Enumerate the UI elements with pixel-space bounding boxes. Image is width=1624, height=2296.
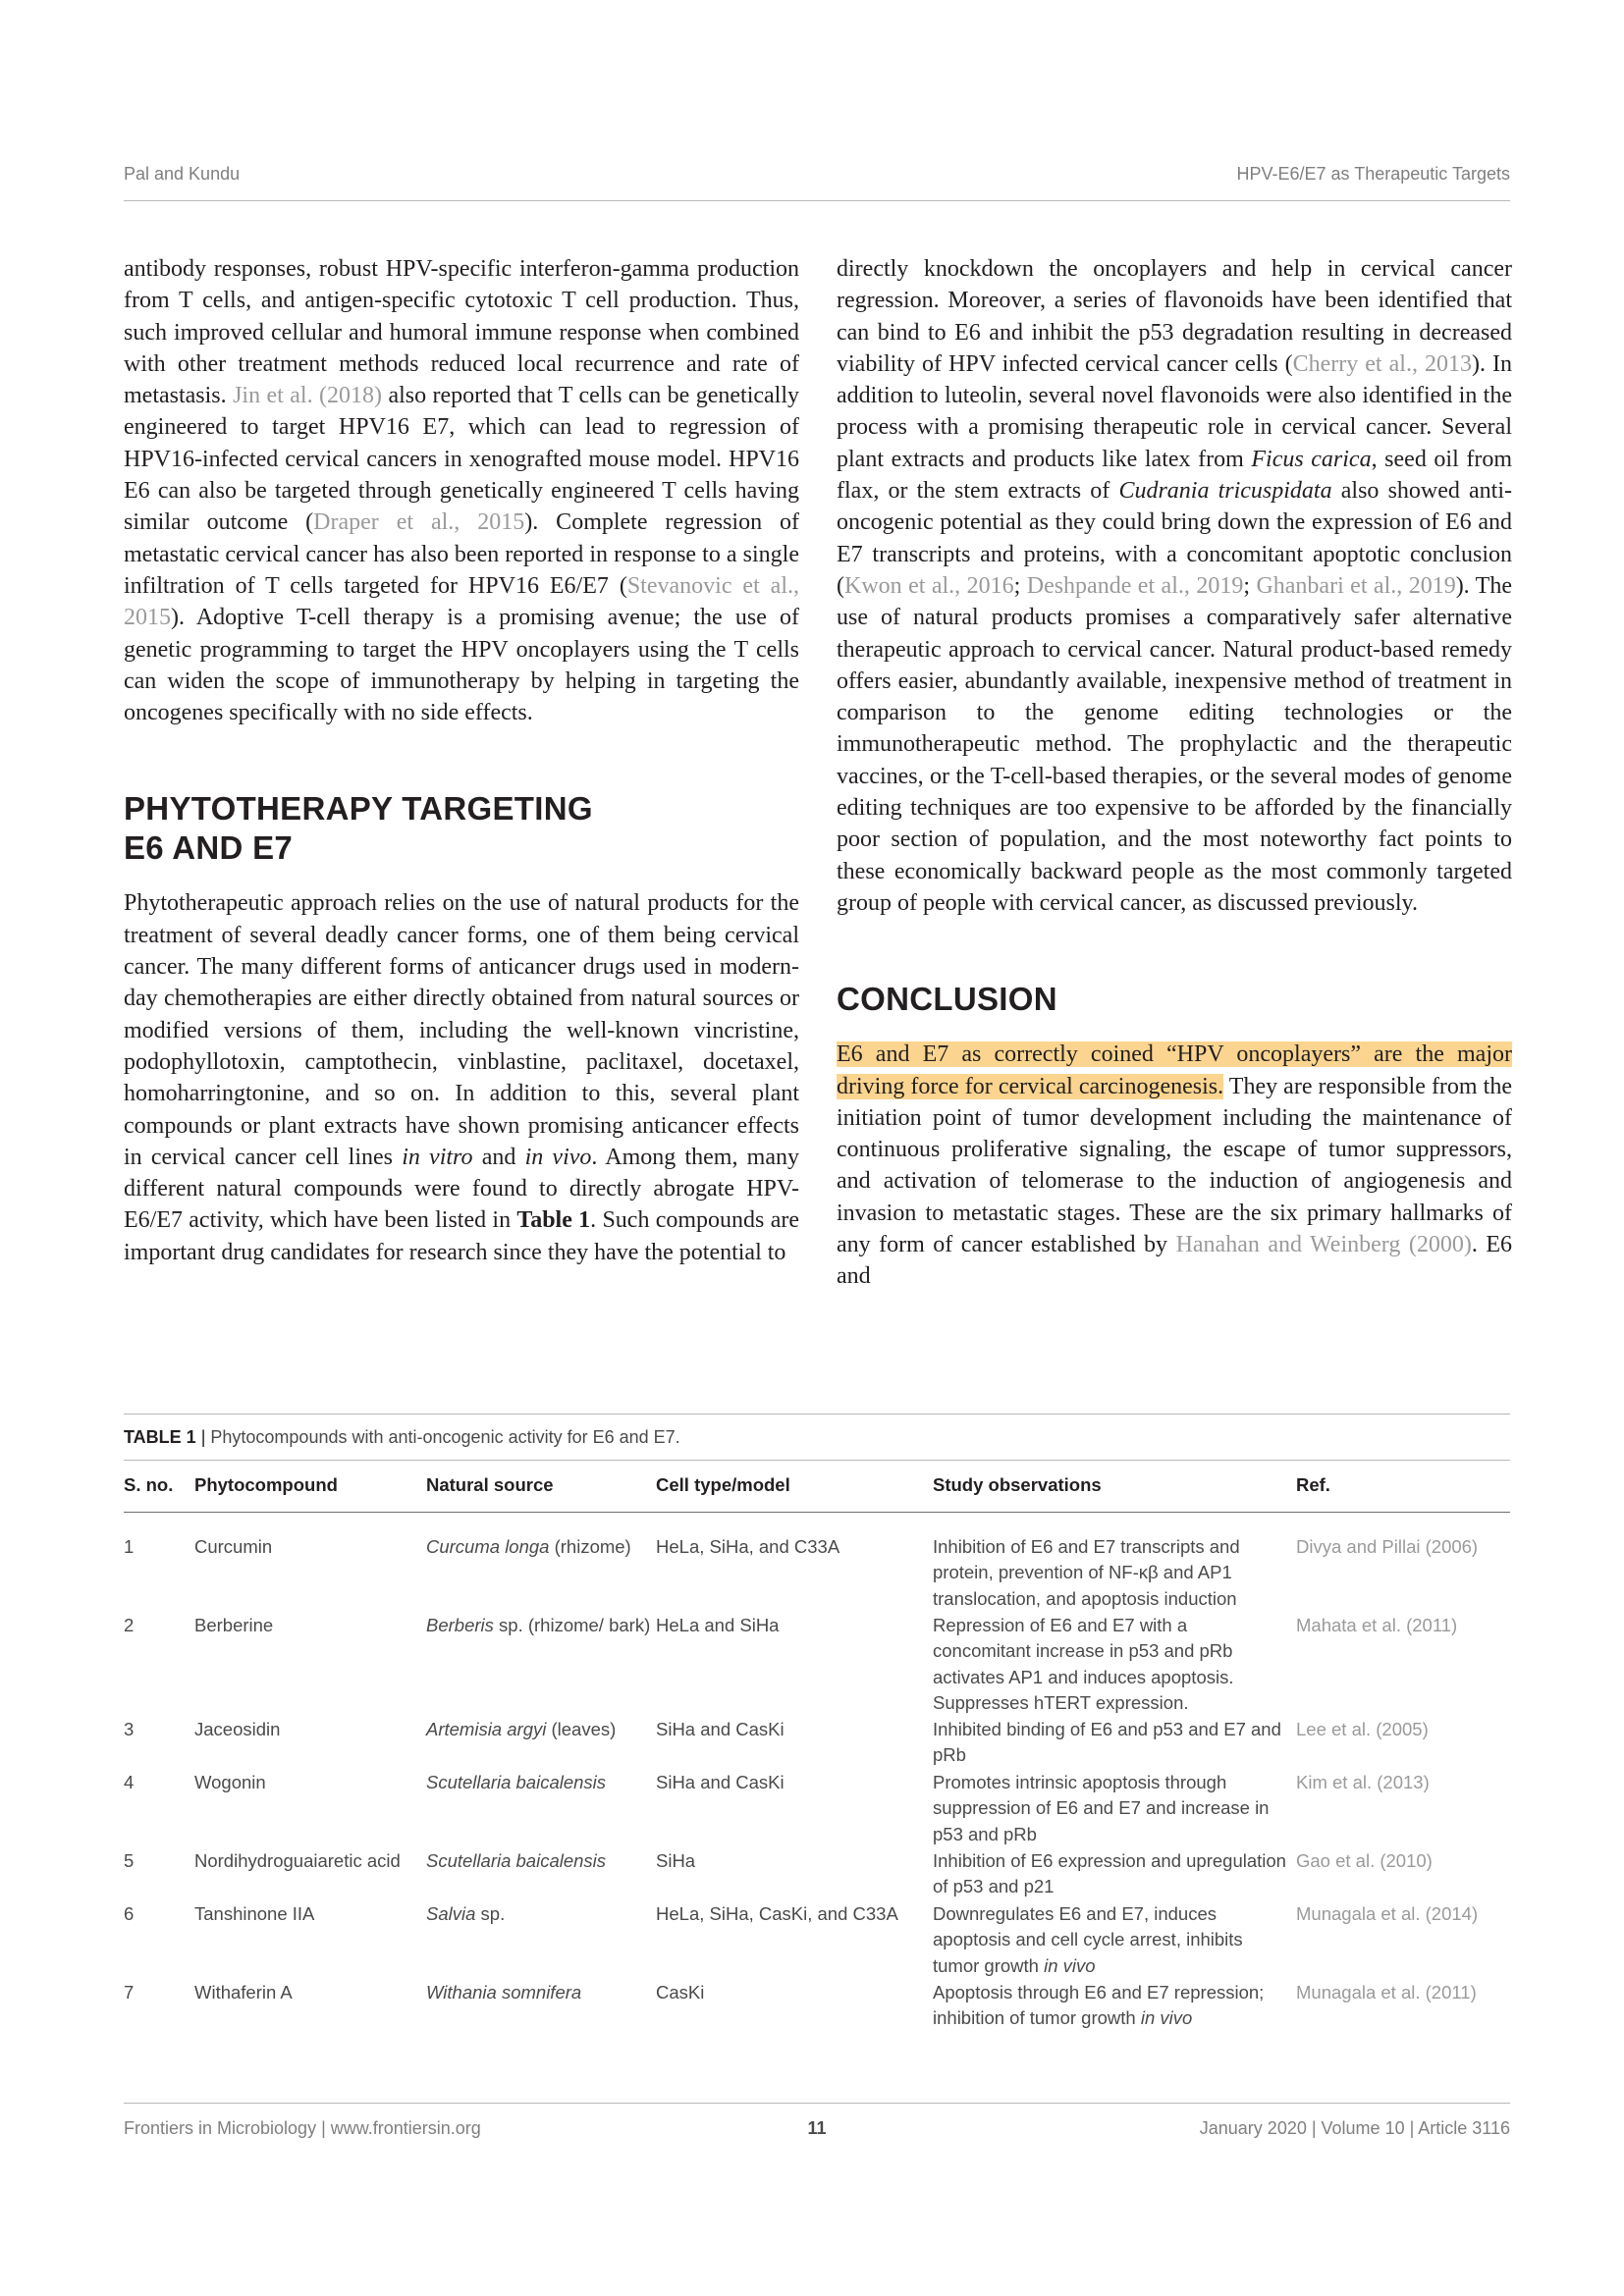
- source-detail: sp. (rhizome/ bark): [493, 1615, 651, 1635]
- cell-cell-type: SiHa and CasKi: [656, 1772, 785, 1792]
- header-short-title: HPV-E6/E7 as Therapeutic Targets: [1236, 164, 1510, 184]
- text-run: . Among them, many different natural compounds were found to directly abrogate HPV-E6/E7 activity, which have been listed in: [124, 1144, 799, 1234]
- source-detail: (leaves): [546, 1719, 617, 1739]
- observation-text: Downregulates E6 and E7, induces apoptosis and cell cycle arrest, inhibits tumor growth: [933, 1903, 1243, 1976]
- cell-study-observations: [933, 1901, 1286, 1979]
- text-run: ). The use of natural products promises a comparatively safer alternative therapeutic approach to cervical cancer. Natural product-based remedy offers easier, abundantly available, inexpensive method of treatment in comparison to the genome editing technologies or the immunotherapeutic method. The prophylactic and the therapeutic vaccines, or the T-cell-based therapies, or the several modes of genome editing techniques are too expensive to be afforded by the financially poor section of population, and the most noteworthy fact points to these economically backward people as the most commonly targeted group of people with cervical cancer, as discussed previously.: [837, 572, 1512, 916]
- species-name: Scutellaria baicalensis: [426, 1850, 607, 1871]
- cell-sno: 6: [124, 1903, 135, 1924]
- observation-text: Inhibition of E6 expression and upregulation of p53 and p21: [933, 1850, 1286, 1897]
- body-paragraph-conclusion: [837, 1039, 1512, 1292]
- col-header-phytocompound: Phytocompound: [194, 1474, 338, 1495]
- italic-term: Cudrania tricuspidata: [1118, 478, 1332, 505]
- cell-study-observations: [933, 1613, 1286, 1716]
- left-column: [124, 253, 799, 1268]
- table-row: [124, 1770, 1510, 1848]
- table-row: [124, 1717, 1510, 1770]
- table-reference[interactable]: Table 1: [516, 1207, 591, 1234]
- page-number: 11: [807, 2118, 827, 2138]
- table-row: [124, 1848, 1510, 1901]
- body-paragraph-adoptive-tcell: [124, 253, 799, 728]
- cell-cell-type: HeLa and SiHa: [656, 1615, 780, 1635]
- text-run: also reported that T cells can be genetically engineered to target HPV16 E7, which can lead to regression of HPV16-infected cervical cancers in xenografted mouse model. HPV16 E6 can also be targeted through genetically engineered T cells having similar outcome (: [124, 383, 800, 536]
- running-header: [124, 164, 1510, 187]
- body-paragraph-flavonoids: [837, 253, 1512, 919]
- observation-text: Inhibited binding of E6 and p53 and E7 and pRb: [933, 1719, 1281, 1766]
- caption-separator: |: [200, 1427, 206, 1447]
- cell-natural-source: [426, 1980, 654, 2005]
- page-footer: [124, 2118, 1510, 2142]
- citation-link[interactable]: Jin et al. (2018): [233, 383, 382, 409]
- col-header-natural-source: Natural source: [426, 1474, 554, 1495]
- cell-sno: 5: [124, 1850, 135, 1871]
- cell-phytocompound: Withaferin A: [194, 1982, 293, 2002]
- cell-natural-source: [426, 1901, 654, 1927]
- cell-phytocompound: Jaceosidin: [194, 1719, 281, 1739]
- citation-link[interactable]: Deshpande et al., 2019: [1026, 572, 1244, 599]
- text-run: ). Complete regression of metastatic cervical cancer has also been reported in response to a single infiltration of T cells targeted for HPV16 E6/E7 (: [124, 509, 799, 599]
- source-detail: (rhizome): [549, 1536, 631, 1557]
- text-run: , seed oil from flax, or the stem extracts of: [837, 446, 1513, 505]
- cell-cell-type: CasKi: [656, 1982, 705, 2002]
- table-caption: [124, 1415, 1510, 1460]
- citation-link[interactable]: Ghanbari et al., 2019: [1256, 572, 1456, 599]
- table-row: [124, 1901, 1510, 1980]
- text-run: ;: [1243, 572, 1257, 599]
- heading-line: E6 AND E7: [124, 829, 294, 867]
- italic-term: in vitro: [402, 1144, 473, 1170]
- text-run: They are responsible from the initiation point of tumor development including the maintenance of continuous proliferative signaling, the escape of tumor suppressors, and activation of telomerase to the induction of angiogenesis and invasion to metastatic stages. These are the six primary hallmarks of any form of cancer established by: [837, 1073, 1512, 1258]
- species-name: Withania somnifera: [426, 1982, 582, 2002]
- cell-phytocompound: Curcumin: [194, 1536, 273, 1557]
- cell-phytocompound: Tanshinone IIA: [194, 1903, 315, 1924]
- col-header-ref: Ref.: [1296, 1474, 1330, 1495]
- cell-natural-source: [426, 1534, 654, 1560]
- cell-natural-source: [426, 1770, 654, 1795]
- cell-study-observations: [933, 1848, 1286, 1900]
- highlighted-text[interactable]: E6 and E7 as correctly coined “HPV oncoplayers” are the major driving force for cervical carcinogenesis.: [837, 1041, 1512, 1099]
- cell-natural-source: [426, 1848, 654, 1874]
- header-authors: Pal and Kundu: [124, 164, 241, 184]
- col-header-cell-type: Cell type/model: [656, 1474, 790, 1495]
- cell-ref-link[interactable]: Divya and Pillai (2006): [1296, 1536, 1479, 1557]
- observation-text: Promotes intrinsic apoptosis through suppression of E6 and E7 and increase in p53 and pRb: [933, 1772, 1270, 1844]
- text-run: . E6 and: [837, 1232, 1512, 1290]
- cell-sno: 2: [124, 1615, 135, 1635]
- observation-text: Apoptosis through E6 and E7 repression; inhibition of tumor growth: [933, 1982, 1265, 2029]
- observation-text: Inhibition of E6 and E7 transcripts and protein, prevention of NF-κβ and AP1 translocation, and apoptosis induction: [933, 1536, 1240, 1609]
- text-run: antibody responses, robust HPV-specific interferon-gamma production from T cells, and antigen-specific cytotoxic T cell production. Thus, such improved cellular and humoral immune response when combined with other treatment methods reduced local recurrence and rate of metastasis.: [124, 256, 799, 409]
- cell-study-observations: [933, 1534, 1286, 1612]
- cell-cell-type: HeLa, SiHa, CasKi, and C33A: [656, 1903, 898, 1924]
- species-name: Salvia: [426, 1903, 476, 1924]
- section-heading-phytotherapy: [124, 789, 799, 868]
- section-heading-conclusion: CONCLUSION: [837, 981, 1057, 1018]
- heading-line: PHYTOTHERAPY TARGETING: [124, 790, 593, 828]
- cell-study-observations: [933, 1980, 1286, 2032]
- cell-sno: 4: [124, 1772, 135, 1792]
- cell-ref-link[interactable]: Lee et al. (2005): [1296, 1719, 1429, 1739]
- cell-natural-source: [426, 1717, 654, 1742]
- text-run: ). Adoptive T-cell therapy is a promising avenue; the use of genetic programming to target the HPV oncoplayers using the T cells can widen the scope of immunotherapy by helping in targeting the oncogenes specifically with no side effects.: [124, 605, 799, 726]
- text-run: and: [481, 1144, 516, 1170]
- cell-sno: 1: [124, 1536, 135, 1557]
- table-row: [124, 1980, 1510, 2033]
- cell-ref-link[interactable]: Kim et al. (2013): [1296, 1772, 1430, 1792]
- observation-text: Repression of E6 and E7 with a concomitant increase in p53 and pRb activates AP1 and induces apoptosis. Suppresses hTERT expression.: [933, 1615, 1234, 1713]
- footer-divider: [124, 2103, 1510, 2104]
- cell-ref-link[interactable]: Munagala et al. (2011): [1296, 1982, 1477, 2002]
- table-row: [124, 1534, 1510, 1613]
- cell-ref-link[interactable]: Munagala et al. (2014): [1296, 1903, 1479, 1924]
- cell-ref-link[interactable]: Gao et al. (2010): [1296, 1850, 1433, 1871]
- italic-term: Ficus carica: [1251, 446, 1372, 472]
- cell-study-observations: [933, 1717, 1286, 1769]
- citation-link[interactable]: Kwon et al., 2016: [844, 572, 1014, 599]
- body-paragraph-phytotherapy: [124, 887, 799, 1268]
- cell-phytocompound: Berberine: [194, 1615, 274, 1635]
- header-divider: [124, 200, 1510, 201]
- citation-link[interactable]: Cherry et al., 2013: [1292, 350, 1472, 377]
- table-header-bottom-rule: [124, 1512, 1510, 1513]
- cell-phytocompound: Nordihydroguaiaretic acid: [194, 1850, 401, 1871]
- italic-term: in vivo: [524, 1144, 592, 1170]
- citation-link[interactable]: Hanahan and Weinberg (2000): [1175, 1232, 1472, 1258]
- table-header-row: [124, 1461, 1510, 1512]
- cell-ref-link[interactable]: Mahata et al. (2011): [1296, 1615, 1458, 1635]
- text-run: ). In addition to luteolin, several novel flavonoids were also identified in the process with a promising therapeutic role in cervical cancer. Several plant extracts and products like latex from: [837, 350, 1513, 472]
- species-name: Scutellaria baicalensis: [426, 1772, 607, 1792]
- col-header-sno: S. no.: [124, 1474, 174, 1495]
- table-body: [124, 1534, 1510, 2033]
- right-column: [837, 253, 1512, 1293]
- cell-phytocompound: Wogonin: [194, 1772, 266, 1792]
- citation-link[interactable]: Draper et al., 2015: [313, 509, 525, 536]
- source-detail: sp.: [475, 1903, 506, 1924]
- cell-cell-type: SiHa: [656, 1850, 696, 1871]
- text-run: ;: [1013, 572, 1027, 599]
- table-label: TABLE 1: [124, 1427, 196, 1447]
- cell-sno: 3: [124, 1719, 135, 1739]
- observation-italic: in vivo: [1140, 2007, 1193, 2029]
- cell-natural-source: [426, 1613, 654, 1638]
- text-run: . Such compounds are important drug candidates for research since they have the potential to: [124, 1207, 799, 1265]
- caption-text: Phytocompounds with anti-oncogenic activity for E6 and E7.: [210, 1427, 680, 1447]
- cell-study-observations: [933, 1770, 1286, 1847]
- cell-cell-type: HeLa, SiHa, and C33A: [656, 1536, 840, 1557]
- species-name: Berberis: [426, 1615, 494, 1635]
- table-row: [124, 1613, 1510, 1717]
- citation-link[interactable]: Stevanovic et al., 2015: [124, 572, 800, 631]
- text-run: directly knockdown the oncoplayers and help in cervical cancer regression. Moreover, a series of flavonoids have been identified that can bind to E6 and inhibit the p53 degradation resulting in decreased viability of HPV infected cervical cancer cells (: [837, 256, 1512, 377]
- text-run: Phytotherapeutic approach relies on the use of natural products for the treatment of several deadly cancer forms, one of them being cervical cancer. The many different forms of anticancer drugs used in modern-day chemotherapies are either directly obtained from natural sources or modified versions of them, including the well-known vincristine, podophyllotoxin, camptothecin, vinblastine, paclitaxel, docetaxel, homoharringtonine, and so on. In addition to this, several plant compounds or plant extracts have shown promising anticancer effects in cervical cancer cell lines: [124, 890, 799, 1170]
- table-1: [124, 1414, 1510, 2033]
- text-run: also showed anti-oncogenic potential as they could bring down the expression of E6 and E7 transcripts and proteins, with a concomitant apoptotic conclusion (: [837, 478, 1513, 599]
- footer-journal-link[interactable]: Frontiers in Microbiology | www.frontiersin.org: [124, 2118, 481, 2138]
- observation-italic: in vivo: [1044, 1954, 1096, 1976]
- species-name: Artemisia argyi: [426, 1719, 547, 1739]
- cell-cell-type: SiHa and CasKi: [656, 1719, 785, 1739]
- species-name: Curcuma longa: [426, 1536, 550, 1557]
- col-header-study-observations: Study observations: [933, 1474, 1102, 1495]
- cell-sno: 7: [124, 1982, 135, 2002]
- footer-issue: January 2020 | Volume 10 | Article 3116: [1199, 2118, 1510, 2138]
